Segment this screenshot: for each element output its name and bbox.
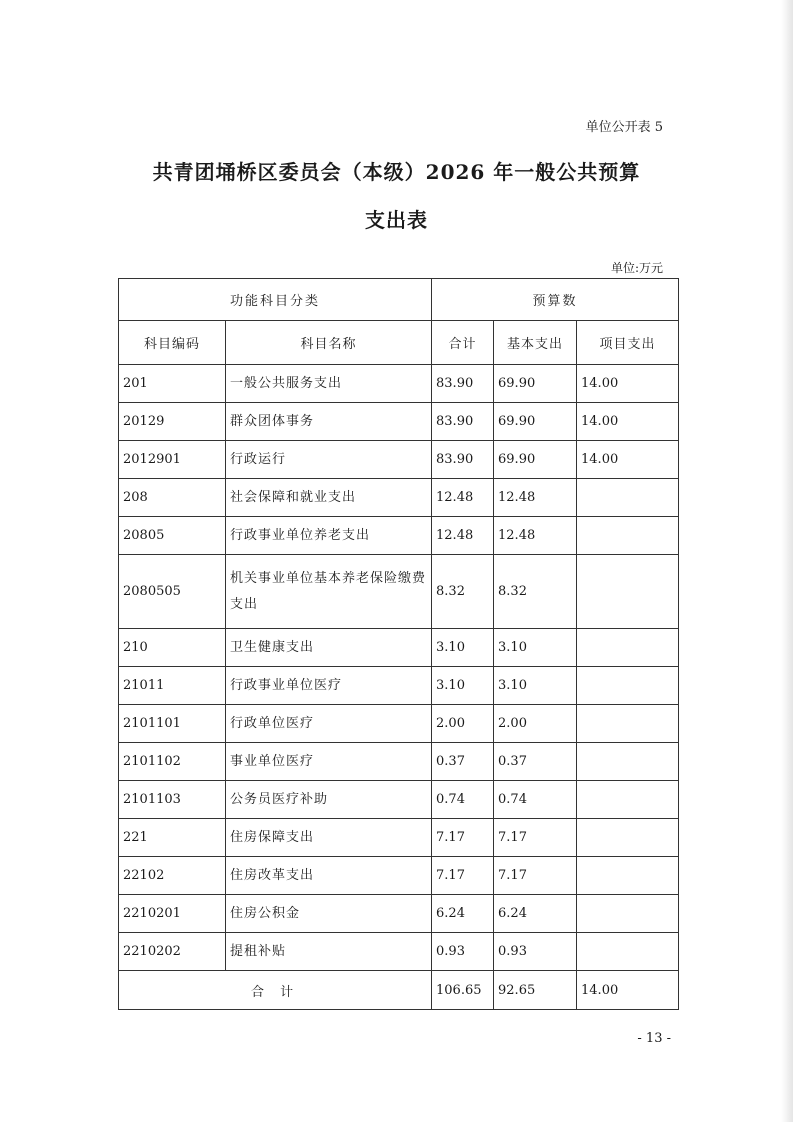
header-total: 合计 [432,321,494,365]
cell-total: 12.48 [432,479,494,517]
cell-total: 83.90 [432,365,494,403]
cell-basic: 6.24 [494,895,577,933]
cell-total: 83.90 [432,441,494,479]
cell-total: 7.17 [432,857,494,895]
cell-project: 14.00 [577,441,679,479]
cell-total: 3.10 [432,667,494,705]
cell-basic: 0.74 [494,781,577,819]
header-budget-amount: 预算数 [432,279,679,321]
cell-project [577,667,679,705]
cell-basic: 7.17 [494,819,577,857]
cell-code: 20805 [119,517,226,555]
header-functional-category: 功能科目分类 [119,279,432,321]
cell-code: 221 [119,819,226,857]
cell-name: 卫生健康支出 [226,629,432,667]
header-basic: 基本支出 [494,321,577,365]
header-code: 科目编码 [119,321,226,365]
cell-code: 2012901 [119,441,226,479]
cell-basic: 12.48 [494,517,577,555]
cell-project [577,819,679,857]
header-name: 科目名称 [226,321,432,365]
cell-project [577,705,679,743]
cell-total: 0.93 [432,933,494,971]
table-row [119,667,679,705]
cell-basic: 8.32 [494,555,577,629]
table-row [119,555,679,629]
table-row [119,933,679,971]
cell-code: 208 [119,479,226,517]
cell-basic: 0.37 [494,743,577,781]
table-row [119,365,679,403]
cell-name: 一般公共服务支出 [226,365,432,403]
table-row [119,441,679,479]
cell-project: 14.00 [577,403,679,441]
cell-total: 8.32 [432,555,494,629]
header-project: 项目支出 [577,321,679,365]
cell-project [577,555,679,629]
table-row [119,479,679,517]
document-title-line1: 共青团埇桥区委员会（本级）2026 年一般公共预算 [152,160,641,184]
cell-name: 住房公积金 [226,895,432,933]
cell-name: 住房改革支出 [226,857,432,895]
grand-total-project: 14.00 [577,971,679,1010]
cell-name: 群众团体事务 [226,403,432,441]
form-number: 单位公开表 5 [585,120,663,135]
cell-basic: 69.90 [494,403,577,441]
cell-code: 22102 [119,857,226,895]
cell-name: 行政运行 [226,441,432,479]
unit-label: 单位:万元 [610,261,663,275]
cell-project [577,479,679,517]
cell-code: 2101102 [119,743,226,781]
table-row [119,819,679,857]
budget-expenditure-table [118,278,679,1010]
cell-total: 7.17 [432,819,494,857]
cell-total: 83.90 [432,403,494,441]
cell-code: 20129 [119,403,226,441]
cell-name: 机关事业单位基本养老保险缴费支出 [226,555,432,629]
cell-code: 21011 [119,667,226,705]
table-row [119,517,679,555]
grand-total-label: 合 计 [119,971,432,1010]
grand-total-row [119,971,679,1010]
cell-name: 住房保障支出 [226,819,432,857]
cell-project [577,743,679,781]
cell-name: 行政事业单位养老支出 [226,517,432,555]
table-row [119,705,679,743]
cell-basic: 2.00 [494,705,577,743]
cell-name: 行政单位医疗 [226,705,432,743]
grand-total-basic: 92.65 [494,971,577,1010]
table-row [119,895,679,933]
table-row [119,857,679,895]
cell-project [577,895,679,933]
cell-project: 14.00 [577,365,679,403]
cell-total: 0.74 [432,781,494,819]
table-row [119,629,679,667]
cell-total: 12.48 [432,517,494,555]
cell-project [577,629,679,667]
cell-project [577,857,679,895]
cell-project [577,517,679,555]
table-row [119,743,679,781]
cell-name: 社会保障和就业支出 [226,479,432,517]
cell-total: 3.10 [432,629,494,667]
grand-total-total: 106.65 [432,971,494,1010]
cell-basic: 12.48 [494,479,577,517]
cell-project [577,781,679,819]
cell-basic: 69.90 [494,441,577,479]
cell-basic: 3.10 [494,667,577,705]
cell-code: 2080505 [119,555,226,629]
document-title-line2: 支出表 [365,208,428,232]
cell-total: 0.37 [432,743,494,781]
cell-project [577,933,679,971]
cell-total: 2.00 [432,705,494,743]
cell-code: 210 [119,629,226,667]
cell-basic: 3.10 [494,629,577,667]
cell-name: 提租补贴 [226,933,432,971]
cell-name: 行政事业单位医疗 [226,667,432,705]
table-row [119,781,679,819]
cell-name: 公务员医疗补助 [226,781,432,819]
cell-code: 2210202 [119,933,226,971]
table-body [119,365,679,1010]
cell-code: 201 [119,365,226,403]
cell-basic: 69.90 [494,365,577,403]
cell-code: 2210201 [119,895,226,933]
cell-name: 事业单位医疗 [226,743,432,781]
cell-code: 2101103 [119,781,226,819]
cell-code: 2101101 [119,705,226,743]
cell-basic: 7.17 [494,857,577,895]
page-number: - 13 - [637,1031,671,1046]
cell-total: 6.24 [432,895,494,933]
table-row [119,403,679,441]
cell-basic: 0.93 [494,933,577,971]
